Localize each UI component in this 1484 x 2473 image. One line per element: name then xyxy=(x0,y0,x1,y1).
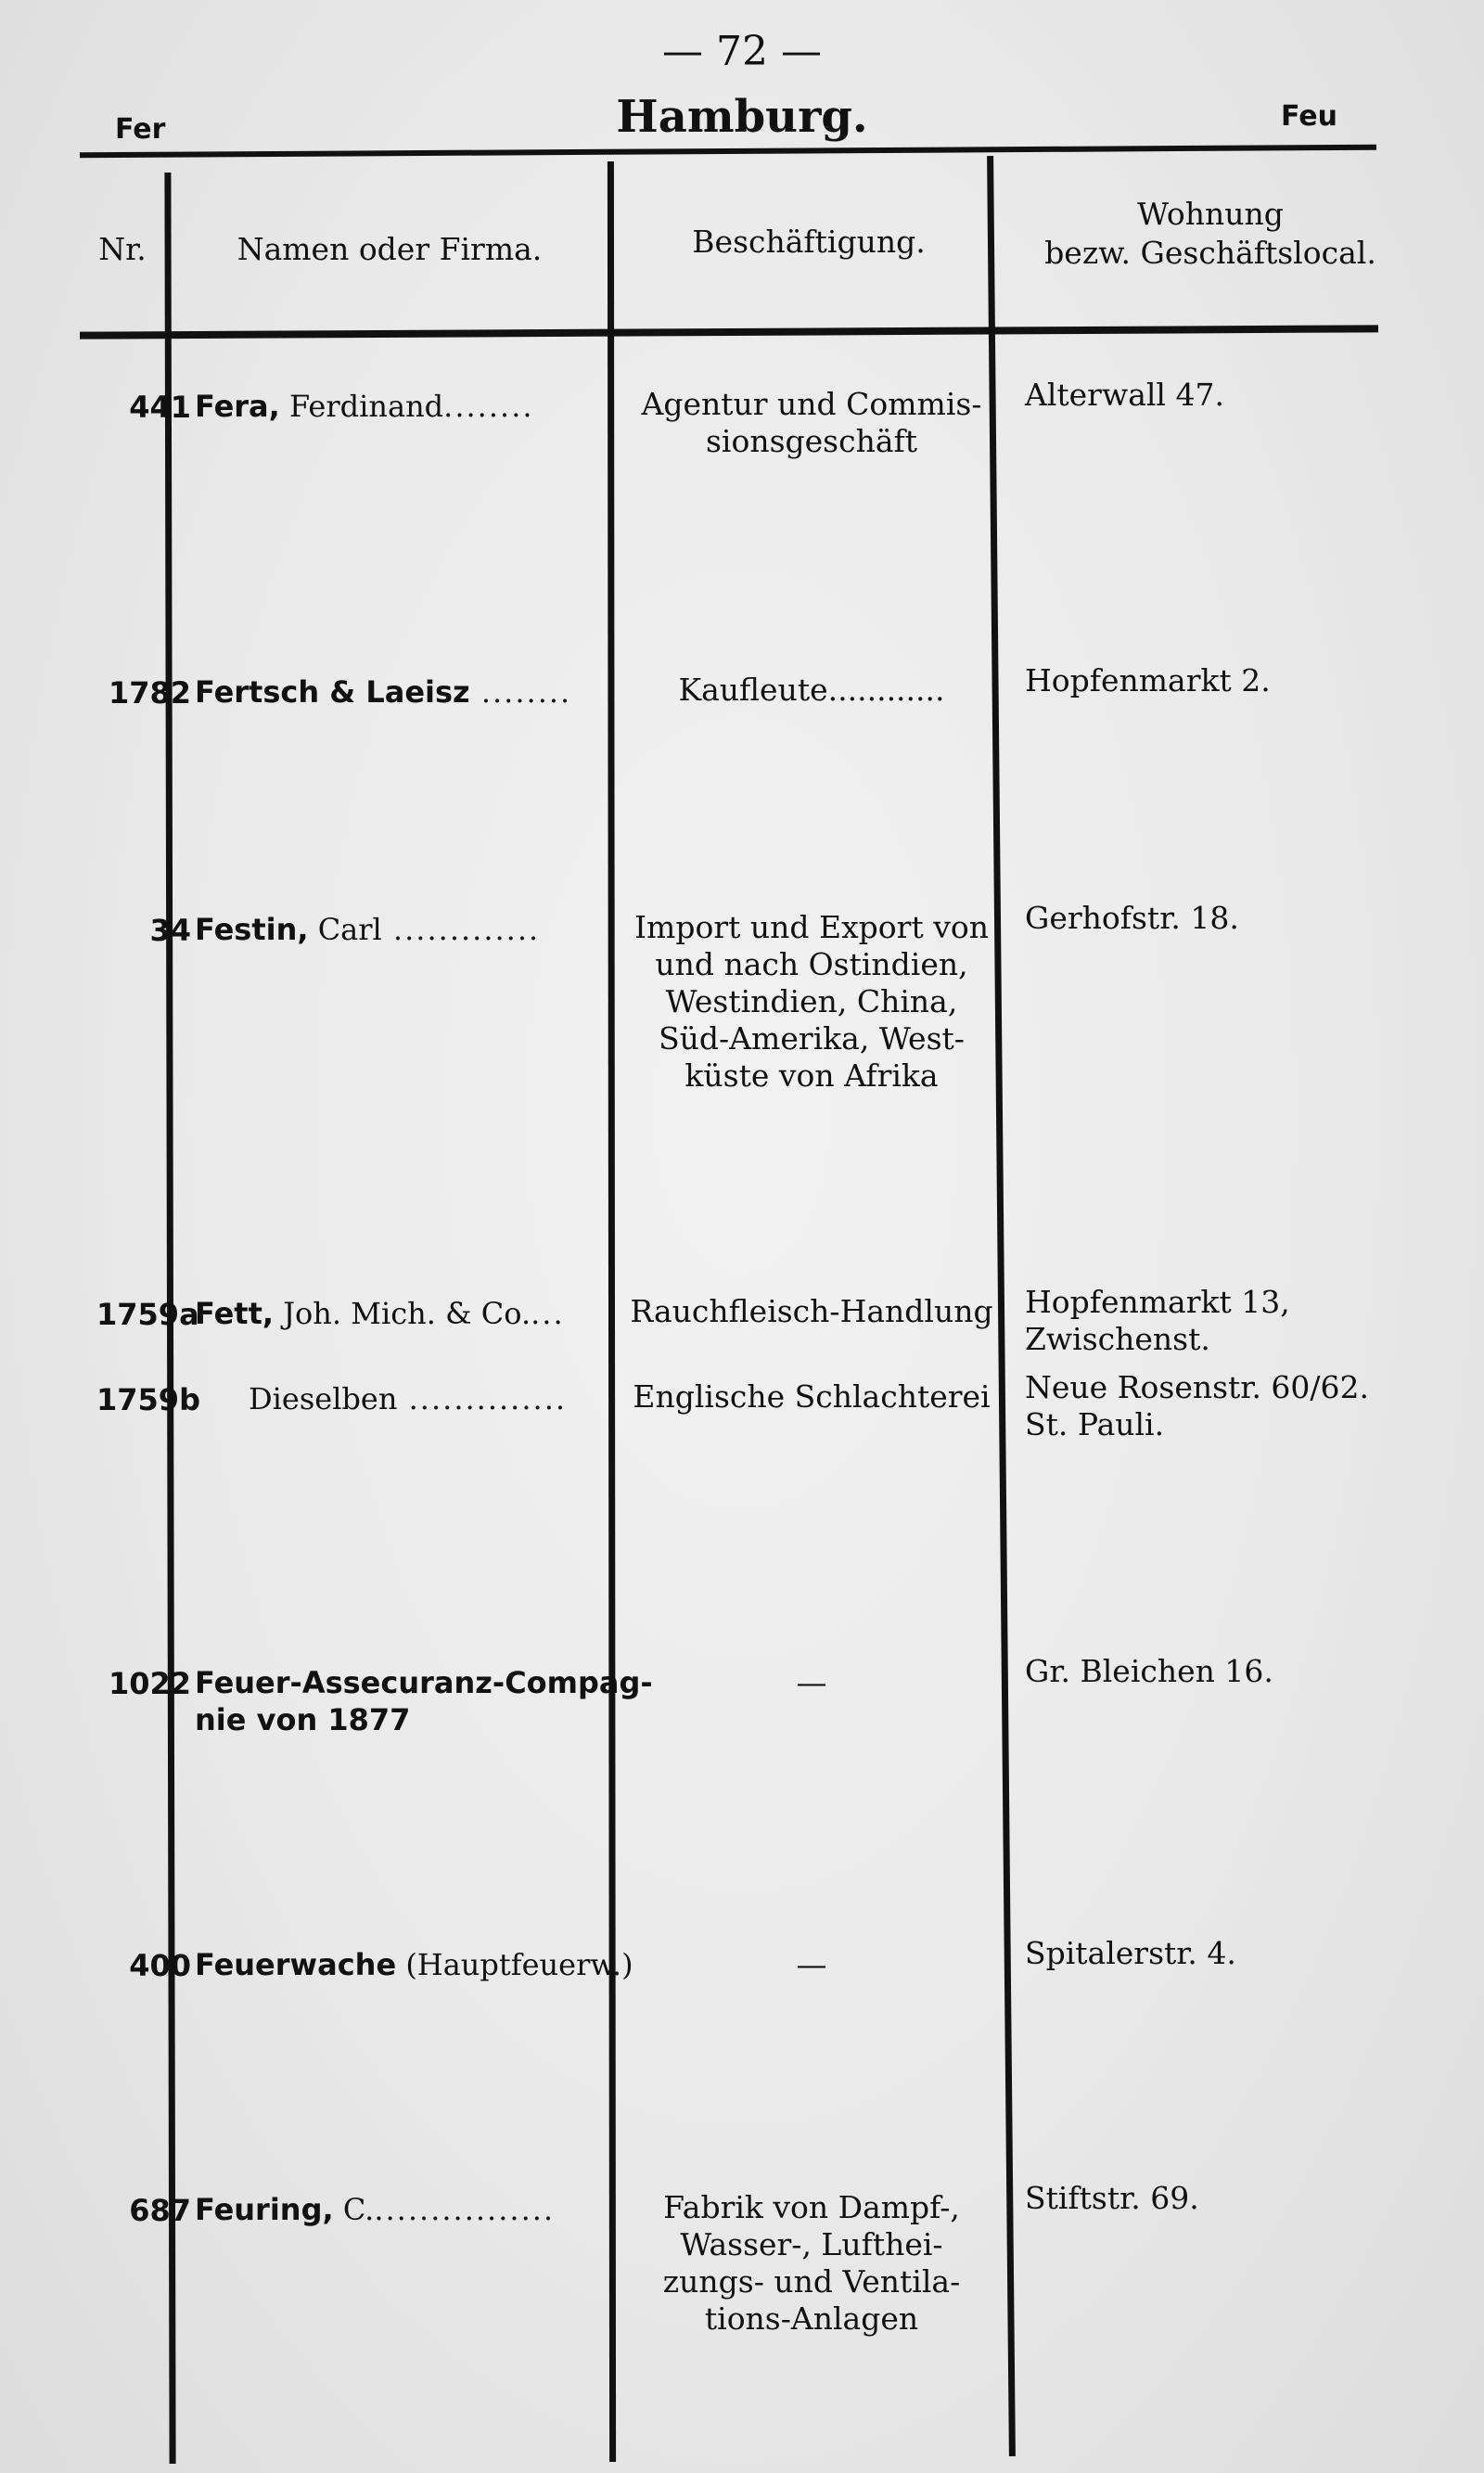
entry-occupation: Import und Export von und nach Ostindien, Westindien, China, Süd-Amerika, West- küste von Afrika xyxy=(634,909,989,1094)
entry-name xyxy=(195,2191,555,2228)
entry-name-rest: C. xyxy=(333,2192,375,2227)
entry-address: Hopfenmarkt 13, Zwischenst. xyxy=(1025,1284,1290,1357)
entry-occupation: Rauchfleisch-Handlung xyxy=(630,1293,993,1329)
entry-name xyxy=(249,1380,567,1417)
entry-name xyxy=(195,1664,653,1738)
entry-name-bold: Feuring, xyxy=(195,2192,334,2227)
entry-number: 1782 xyxy=(108,675,191,711)
entry-address: Stiftstr. 69. xyxy=(1025,2180,1199,2216)
leader-dots: ........ xyxy=(469,674,572,710)
top-rule xyxy=(80,145,1376,159)
entry-name xyxy=(195,1946,633,1983)
leader-dots: ... xyxy=(531,1296,565,1331)
entry-number: 1759b xyxy=(96,1382,200,1417)
entry-address: Neue Rosenstr. 60/62. St. Pauli. xyxy=(1025,1369,1370,1442)
entry-occupation: — xyxy=(796,1946,827,1982)
entry-number: 34 xyxy=(149,913,191,948)
entry-name-rest: Joh. Mich. & Co. xyxy=(274,1296,531,1331)
header-address: Wohnung bezw. Geschäftslocal. xyxy=(1044,196,1376,271)
entry-name-bold: Feuer-Assecuranz-Compag- nie von 1877 xyxy=(195,1665,653,1737)
corner-index-left: Fer xyxy=(115,113,166,146)
leader-dots: ........ xyxy=(443,389,534,424)
entry-address: Spitalerstr. 4. xyxy=(1025,1935,1236,1971)
entry-address: Hopfenmarkt 2. xyxy=(1025,662,1271,698)
entry-name-bold: Fertsch & Laeisz xyxy=(195,674,470,710)
header-occupation: Beschäftigung. xyxy=(692,224,926,260)
entry-name xyxy=(195,673,571,711)
entry-name-bold: Festin, xyxy=(195,912,309,947)
entry-number: 1759a xyxy=(96,1297,199,1332)
corner-index-right: Feu xyxy=(1281,100,1337,133)
leader-dots: ............. xyxy=(381,912,541,947)
entry-name-rest: Ferdinand xyxy=(279,389,444,424)
entry-occupation: — xyxy=(796,1664,827,1700)
entry-occupation: Kaufleute............ xyxy=(678,672,945,708)
entry-name-rest: Carl xyxy=(308,912,382,947)
entry-number: 441 xyxy=(129,390,191,425)
entry-number: 687 xyxy=(129,2193,191,2228)
entry-address: Alterwall 47. xyxy=(1025,377,1224,413)
column-divider-2 xyxy=(608,161,616,2462)
entry-name xyxy=(195,1295,565,1332)
entry-name-rest: (Hauptfeuerw.) xyxy=(396,1947,633,1982)
entry-name-bold: Fera, xyxy=(195,389,280,424)
entry-name-bold: Fett, xyxy=(195,1296,275,1331)
entry-address: Gr. Bleichen 16. xyxy=(1025,1653,1273,1689)
entry-name-rest: Dieselben xyxy=(249,1381,398,1416)
leader-dots: ................ xyxy=(374,2192,556,2227)
entry-occupation: Fabrik von Dampf-, Wasser-, Luftheі- zungs- und Ventila- tions-Anlagen xyxy=(662,2189,961,2337)
entry-occupation: Englische Schlachterei xyxy=(633,1378,991,1415)
entry-number: 400 xyxy=(129,1948,191,1983)
entry-address: Gerhofstr. 18. xyxy=(1025,900,1239,936)
page-number: — 72 — xyxy=(662,28,822,75)
entry-name-bold: Feuerwache xyxy=(195,1947,397,1982)
entry-name xyxy=(195,388,534,425)
entry-number: 1022 xyxy=(108,1666,191,1701)
header-nr: Nr. xyxy=(98,231,147,267)
entry-occupation: Agentur und Commis- sionsgeschäft xyxy=(641,386,982,459)
header-name: Namen oder Firma. xyxy=(237,231,543,267)
header-bottom-rule xyxy=(80,325,1378,339)
entry-name xyxy=(195,911,540,948)
leader-dots: .............. xyxy=(397,1381,568,1416)
page-title: Hamburg. xyxy=(616,91,868,143)
